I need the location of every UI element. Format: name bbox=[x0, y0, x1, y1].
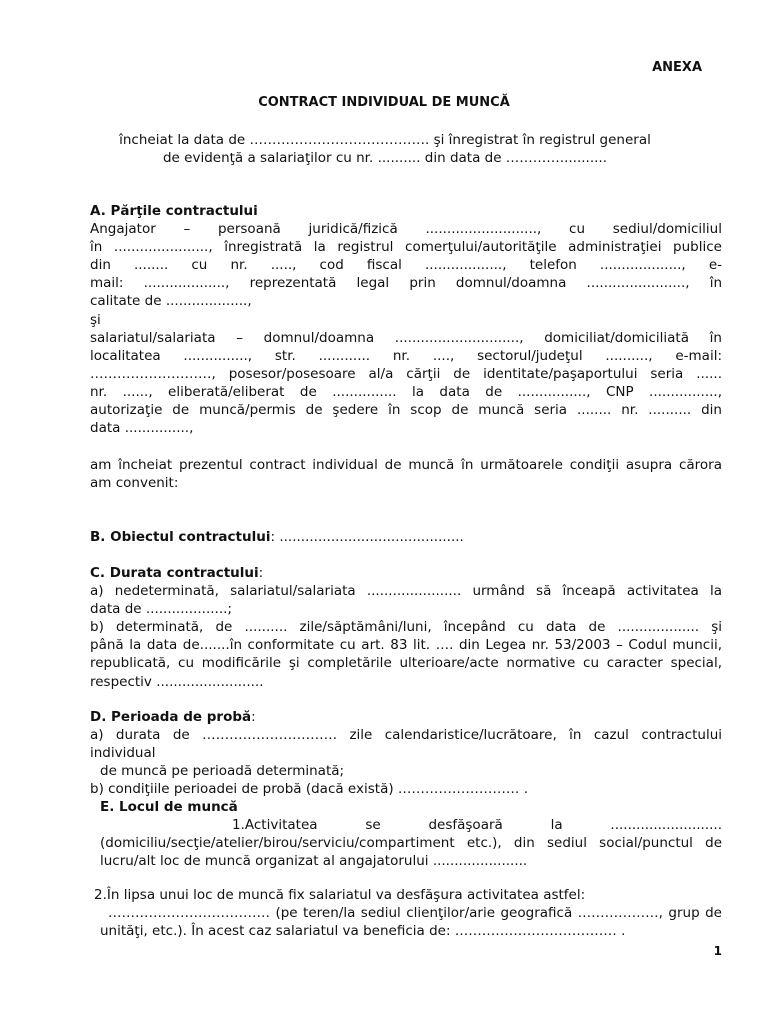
paragraph-line: în ......................, înregistrată la registrul comerţului/autorităţile administraţiei publice bbox=[90, 239, 722, 256]
section-b-heading: B. Obiectul contractului bbox=[90, 529, 271, 545]
paragraph-line: din ........ cu nr. ....., cod fiscal .................., telefon ..................., e- bbox=[90, 257, 722, 274]
paragraph-line: calitate de ..................., bbox=[90, 293, 252, 310]
section-e bbox=[90, 798, 722, 870]
section-c bbox=[90, 564, 722, 691]
paragraph-line: am convenit: bbox=[90, 475, 179, 492]
intro-paragraph bbox=[100, 131, 670, 167]
heading-colon: : bbox=[251, 709, 256, 725]
paragraph-line: republicată, cu modificările şi completările ulterioare/acte normative cu caracter special, bbox=[90, 655, 722, 672]
section-a-heading: A. Părţile contractului bbox=[90, 203, 258, 219]
section-d bbox=[90, 708, 722, 798]
paragraph-line: localitatea ..............., str. ............ nr. ...., sectorul/judeţul .........., e-mail: bbox=[90, 347, 722, 364]
paragraph-line: de muncă pe perioadă determinată; bbox=[100, 763, 345, 780]
paragraph-line: am încheiat prezentul contract individual de muncă în următoarele condiţii asupra cărora bbox=[90, 457, 722, 473]
page-number: 1 bbox=[713, 944, 722, 958]
paragraph-line: unităţi, etc.). În acest caz salariatul va beneficia de: ……………………………… . bbox=[100, 923, 626, 940]
paragraph-line: autorizaţie de muncă/permis de şedere în scop de muncă seria ........ nr. .......... din bbox=[90, 402, 722, 419]
section-a bbox=[90, 202, 722, 437]
section-d-heading: D. Perioada de probă bbox=[90, 709, 252, 725]
paragraph-line: b) determinată, de .......... zile/săptămâni/luni, începând cu data de ................... şi bbox=[90, 619, 722, 636]
paragraph-line: b) condiţiile perioadei de probă (dacă există) ……………………… . bbox=[90, 781, 528, 798]
paragraph-line: Angajator – persoană juridică/fizică .........................., cu sediul/domiciliul bbox=[90, 221, 722, 238]
section-b-text: : ........................................... bbox=[270, 529, 464, 545]
agreement-paragraph bbox=[90, 456, 722, 492]
paragraph-line: lucru/alt loc de muncă organizat al angajatorului ...................... bbox=[100, 853, 528, 870]
section-e-heading: E. Locul de muncă bbox=[100, 799, 238, 815]
paragraph-line: şi bbox=[90, 311, 101, 328]
heading-colon: : bbox=[258, 565, 264, 581]
section-e-item-2 bbox=[90, 886, 722, 940]
intro-line: de evidenţă a salariaţilor cu nr. .......... din data de …………........... bbox=[162, 150, 608, 166]
annex-label: ANEXA bbox=[652, 60, 702, 75]
paragraph-line: respectiv ......................... bbox=[90, 673, 264, 690]
paragraph-line: ……………………………… (pe teren/la sediul clienţilor/arie geografică ………………, grup de bbox=[108, 905, 722, 922]
paragraph-line: a) nedeterminată, salariatul/salariata ...................... urmând să înceapă activitatea la bbox=[90, 583, 722, 600]
paragraph-line: ………………………, posesor/posesoare al/a cărţii de identitate/paşaportului seria ...... bbox=[90, 365, 722, 382]
intro-line: încheiat la data de …………………………………. şi înregistrat în registrul general bbox=[119, 132, 651, 148]
document-title: CONTRACT INDIVIDUAL DE MUNCĂ bbox=[258, 95, 510, 110]
section-c-heading: C. Durata contractului bbox=[90, 565, 259, 581]
paragraph-line: a) durata de ………………………… zile calendaristice/lucrătoare, în cazul contractului individual bbox=[90, 727, 722, 762]
paragraph-line: mail: ..................., reprezentată legal prin domnul/doamna ......................., în bbox=[90, 275, 722, 292]
paragraph-line: data de ...................; bbox=[90, 601, 232, 618]
paragraph-line: data ..............., bbox=[90, 420, 194, 437]
paragraph-line: 1.Activitatea se desfăşoară la .......................... bbox=[232, 817, 722, 834]
paragraph-line: (domiciliu/secţie/atelier/birou/serviciu/compartiment etc.), din sediul social/punctul de bbox=[100, 835, 722, 852]
section-b bbox=[90, 528, 722, 546]
paragraph-line: nr. ......, eliberată/eliberat de ............... la data de ................, CNP ................, bbox=[90, 383, 722, 400]
paragraph-line: salariatul/salariata – domnul/doamna ............................., domiciliat/domiciliată în bbox=[90, 329, 722, 346]
paragraph-line: până la data de.......în conformitate cu art. 83 lit. …. din Legea nr. 53/2003 – Codul muncii, bbox=[90, 637, 722, 654]
paragraph-line: 2.În lipsa unui loc de muncă fix salariatul va desfăşura activitatea astfel: bbox=[94, 887, 586, 903]
